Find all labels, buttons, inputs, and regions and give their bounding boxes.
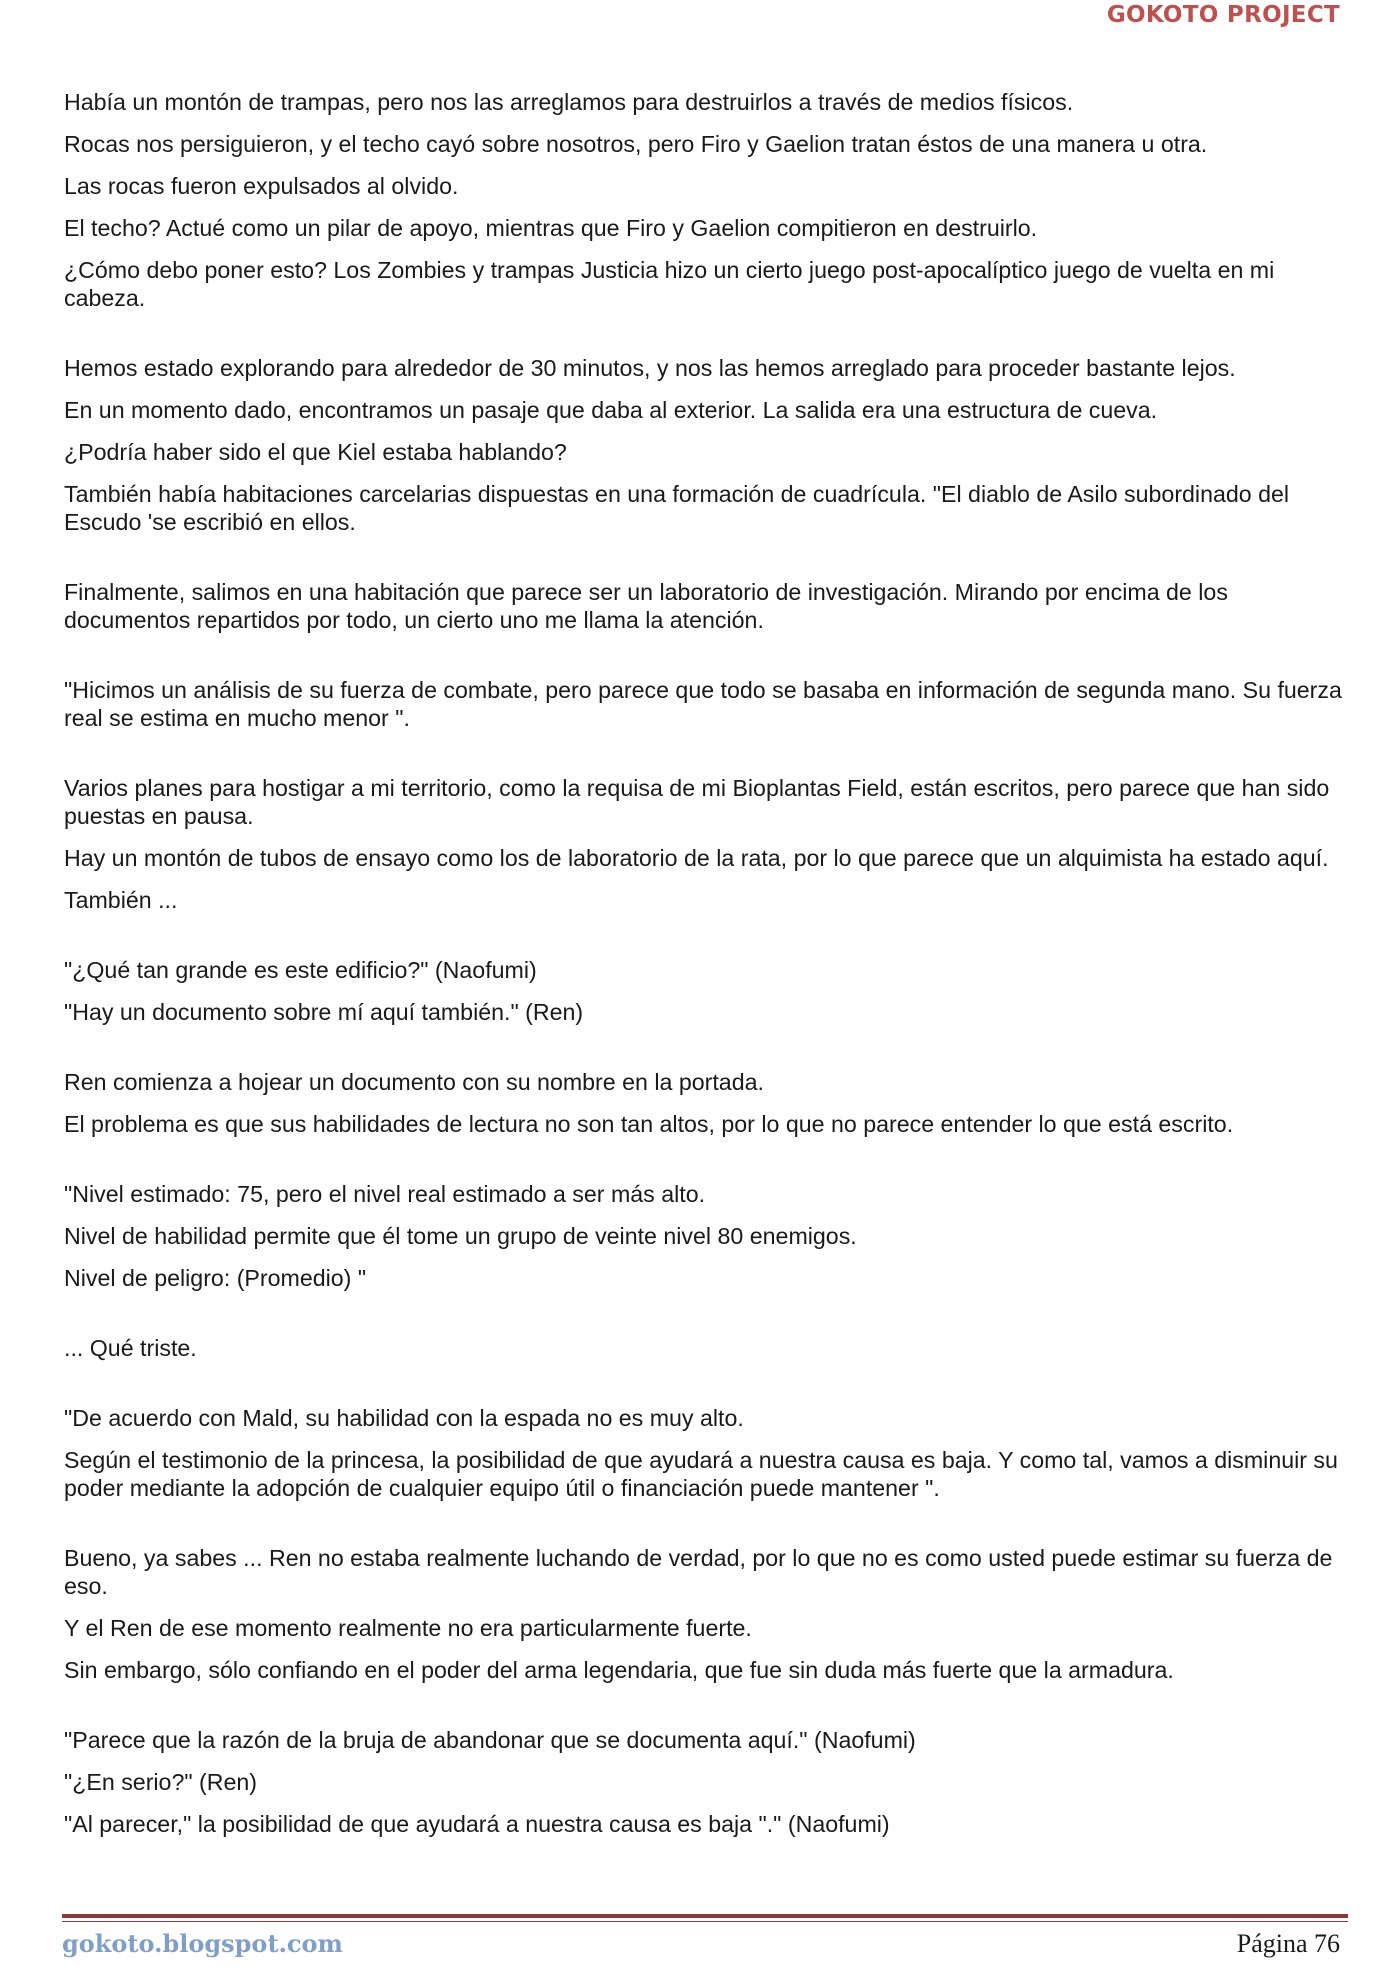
paragraph: ... Qué triste.: [64, 1335, 197, 1361]
footer-divider-thin: [62, 1921, 1348, 1922]
paragraph: También había habitaciones carcelarias dispuestas en una formación de cuadrícula. "El diablo de Asilo subordinado del Escudo 'se escribió en ellos.: [64, 481, 1290, 535]
paragraph: "¿En serio?" (Ren): [64, 1769, 258, 1795]
paragraph: En un momento dado, encontramos un pasaje que daba al exterior. La salida era una estructura de cueva.: [64, 397, 1158, 423]
paragraph: "Parece que la razón de la bruja de abandonar que se documenta aquí." (Naofumi): [64, 1727, 916, 1753]
paragraph: Y el Ren de ese momento realmente no era particularmente fuerte.: [64, 1615, 752, 1641]
paragraph: Rocas nos persiguieron, y el techo cayó sobre nosotros, pero Firo y Gaelion tratan éstos de una manera u otra.: [64, 131, 1208, 157]
document-body: [64, 88, 1354, 1852]
footer-page-number: Página 76: [1236, 1929, 1340, 1958]
paragraph: El problema es que sus habilidades de lectura no son tan altos, por lo que no parece entender lo que está escrito.: [64, 1111, 1234, 1137]
paragraph: Ren comienza a hojear un documento con su nombre en la portada.: [64, 1069, 764, 1095]
paragraph: Bueno, ya sabes ... Ren no estaba realmente luchando de verdad, por lo que no es como usted puede estimar su fuerza de eso.: [64, 1545, 1333, 1599]
paragraph: Varios planes para hostigar a mi territorio, como la requisa de mi Bioplantas Field, están escritos, pero parece que han sido puestas en pausa.: [64, 775, 1330, 829]
paragraph: Según el testimonio de la princesa, la posibilidad de que ayudará a nuestra causa es baja. Y como tal, vamos a disminuir su poder mediante la adopción de cualquier equipo útil o financiación puede mantener ".: [64, 1447, 1338, 1501]
header-title: GOKOTO PROJECT: [1106, 2, 1340, 28]
paragraph: Nivel de habilidad permite que él tome un grupo de veinte nivel 80 enemigos.: [64, 1223, 857, 1249]
paragraph: El techo? Actué como un pilar de apoyo, mientras que Firo y Gaelion compitieron en destruirlo.: [64, 215, 1038, 241]
paragraph: "De acuerdo con Mald, su habilidad con la espada no es muy alto.: [64, 1405, 744, 1431]
paragraph: Hay un montón de tubos de ensayo como los de laboratorio de la rata, por lo que parece que un alquimista ha estado aquí.: [64, 845, 1329, 871]
paragraph: "¿Qué tan grande es este edificio?" (Naofumi): [64, 957, 537, 983]
paragraph: Hemos estado explorando para alrededor de 30 minutos, y nos las hemos arreglado para proceder bastante lejos.: [64, 355, 1236, 381]
footer-divider: [62, 1914, 1348, 1918]
footer-site-url: gokoto.blogspot.com: [62, 1929, 343, 1958]
paragraph: Nivel de peligro: (Promedio) ": [64, 1265, 367, 1291]
paragraph: "Hicimos un análisis de su fuerza de combate, pero parece que todo se basaba en información de segunda mano. Su fuerza real se estima en mucho menor ".: [64, 677, 1342, 731]
paragraph: "Nivel estimado: 75, pero el nivel real estimado a ser más alto.: [64, 1181, 706, 1207]
paragraph: También ...: [64, 887, 178, 913]
paragraph: ¿Podría haber sido el que Kiel estaba hablando?: [64, 439, 567, 465]
paragraph: "Al parecer," la posibilidad de que ayudará a nuestra causa es baja "." (Naofumi): [64, 1811, 890, 1837]
paragraph: Las rocas fueron expulsados al olvido.: [64, 173, 459, 199]
paragraph: Sin embargo, sólo confiando en el poder del arma legendaria, que fue sin duda más fuerte que la armadura.: [64, 1657, 1174, 1683]
paragraph: ¿Cómo debo poner esto? Los Zombies y trampas Justicia hizo un cierto juego post-apocalíptico juego de vuelta en mi cabeza.: [64, 257, 1275, 311]
paragraph: Finalmente, salimos en una habitación que parece ser un laboratorio de investigación. Mirando por encima de los documentos repartidos por todo, un cierto uno me llama la atención.: [64, 579, 1228, 633]
paragraph: Había un montón de trampas, pero nos las arreglamos para destruirlos a través de medios físicos.: [64, 89, 1074, 115]
paragraph: "Hay un documento sobre mí aquí también." (Ren): [64, 999, 584, 1025]
